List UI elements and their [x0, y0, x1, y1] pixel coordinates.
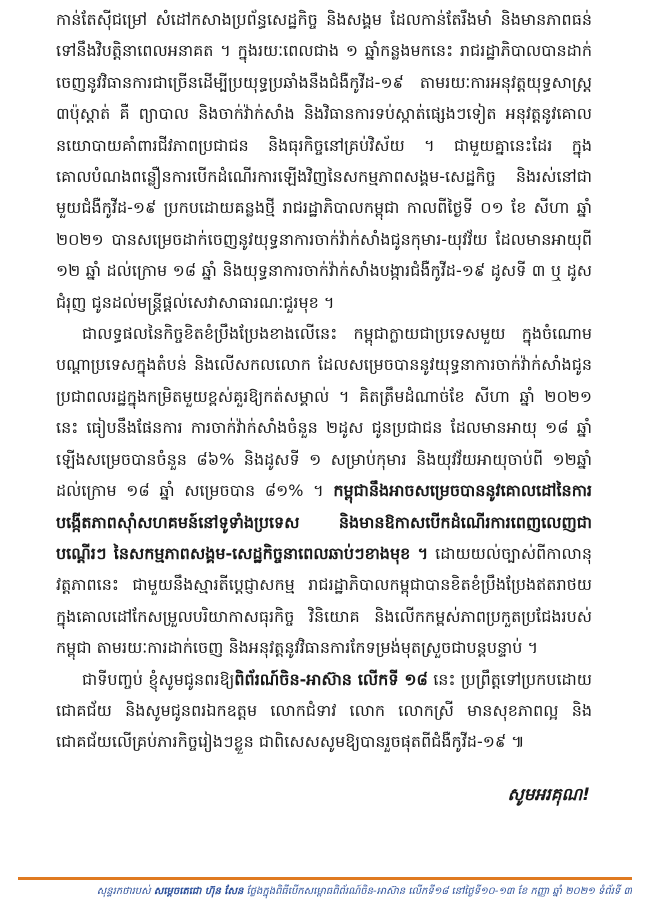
closing-thanks: សូមអរគុណ! — [507, 785, 590, 805]
paragraph-3-text-after: នេះ ប្រព្រឹត្តទៅប្រកបដោយជោគជ័យ និងសូមជូនពរឯកឧត្តម លោកជំទាវ លោក លោកស្រី មានសុខភាពល្អ និងជោគជ័យលើគ្រប់ភារកិច្ចរៀងៗខ្លួន ជាពិសេសសូមឱ្យបានរួចផុតពីជំងឺកូវីដ-១៩ ៕ — [56, 669, 592, 752]
page-footer — [20, 884, 632, 899]
footer-speaker: សម្តេចតេជោ ហ៊ុន សែន — [153, 886, 244, 897]
paragraph-1 — [56, 4, 592, 318]
paragraph-2 — [56, 318, 592, 663]
footer-description: ថ្លែងក្នុងពិធីបើកសម្ពោធពិព័រណ៍ចិន-អាស៊ាន លើកទី១៨ នៅថ្ងៃទី១០-១៣ ខែ កញ្ញា ឆ្នាំ ២០២១ — [243, 886, 599, 897]
paragraph-3-text-before: ជាទីបញ្ចប់ ខ្ញុំសូមជូនពរឱ្យ — [82, 669, 235, 689]
paragraph-1-text: កាន់តែស៊ីជម្រៅ សំដៅកសាងប្រព័ន្ធសេដ្ឋកិច្ច និងសង្គម ដែលកាន់តែរឹងមាំ និងមានភាពធន់ទៅនឹងវិបត្តិនាពេលអនាគត ។ ក្នុងរយៈពេលជាង ១ ឆ្នាំកន្លងមកនេះ រាជរដ្ឋាភិបាលបានដាក់ចេញនូវវិធានការជាច្រើនដើម្បីប្រយុទ្ធប្រឆាំងនឹងជំងឺកូវីដ-១៩ តាមរយៈការអនុវត្តយុទ្ធសាស្ត្រ ៣ប៉ុស្ដាត់ គឺ ព្យាបាល និងចាក់វ៉ាក់សាំង និងវិធានការទប់ស្កាត់ផ្សេងៗទៀត អនុវត្តនូវគោលនយោបាយគាំពារជីវភាពប្រជាជន និងធុរកិច្ចនៅគ្រប់វិស័យ ។ ជាមួយគ្នានេះដែរ ក្នុងគោលបំណងពន្លឿនការបើកដំណើរការឡើងវិញនៃសកម្មភាពសង្គម-សេដ្ឋកិច្ច និងរស់នៅជាមួយជំងឺកូវីដ-១៩ ប្រកបដោយគន្លងថ្មី រាជរដ្ឋាភិបាលកម្ពុជា កាលពីថ្ងៃទី ០១ ខែ សីហា ឆ្នាំ ២០២១ បានសម្រេចដាក់ចេញនូវយុទ្ធនាការចាក់វ៉ាក់សាំងជូនកុមារ-យុវវ័យ ដែលមានអាយុពី ១២ ឆ្នាំ ដល់ក្រោម ១៨ ឆ្នាំ និងយុទ្ធនាការចាក់វ៉ាក់សាំងបង្ការជំងឺកូវីដ-១៩ ដូសទី ៣ ឬ ដូសជំរុញ ជូនដល់មន្ត្រីផ្តល់សេវាសាធារណៈជួរមុខ ។ — [56, 10, 592, 312]
speech-body — [56, 4, 592, 758]
paragraph-3-bold-event: ពិព័រណ៍ចិន-អាស៊ាន លើកទី ១៨ — [234, 669, 428, 689]
footer-prefix: សុន្ទរកថារបស់ — [96, 886, 154, 897]
footer-page-number: ទំព័រទី ៣ — [598, 886, 632, 897]
footer-rule — [18, 877, 632, 880]
paragraph-2-bold-statement: កម្ពុជានឹងអាចសម្រេចបាននូវគោលដៅនៃការបង្កើតភាពស៊ាំសហគមន៍នៅទូទាំងប្រទេស និងមានឱកាសបើកដំណើរការពេញលេញជាបណ្តើរៗ នៃសកម្មភាពសង្គម-សេដ្ឋកិច្ចនាពេលឆាប់ៗខាងមុខ ។ — [56, 481, 592, 563]
paragraph-3 — [56, 664, 592, 758]
paragraph-2-text-after: ដោយយល់ច្បាស់ពីកាលានុវត្តភាពនេះ ជាមួយនឹងស្មារតីប្តេជ្ញាសកម្ម រាជរដ្ឋាភិបាលកម្ពុជាបានខិតខំប្រឹងប្រែងឥតរាថយ ក្នុងគោលដៅកែសម្រួលបរិយាកាសធុរកិច្ច វិនិយោគ និងលើកកម្ពស់ភាពប្រកួតប្រជែងរបស់កម្ពុជា តាមរយៈការដាក់ចេញ និងអនុវត្តនូវវិធានការកែទម្រង់មុតស្រួចជាបន្តបន្ទាប់ ។ — [56, 543, 593, 658]
paragraph-2-text-before: ជាលទ្ធផលនៃកិច្ចខិតខំប្រឹងប្រែងខាងលើនេះ កម្ពុជាក្លាយជាប្រទេសមួយ ក្នុងចំណោមបណ្តាប្រទេសក្នុងតំបន់ និងលើសកលលោក ដែលសម្រេចបាននូវយុទ្ធនាការចាក់វ៉ាក់សាំងជូនប្រជាពលរដ្ឋក្នុងកម្រិតមួយខ្ពស់គួរឱ្យកត់សម្គាល់ ។ គិតត្រឹមដំណាច់ខែ សីហា ឆ្នាំ ២០២១ នេះ ធៀបនឹងផែនការ ការចាក់វ៉ាក់សាំងចំនួន ២ដូស ជូនប្រជាជន ដែលមានអាយុ ១៨ ឆ្នាំឡើងសម្រេចបានចំនួន ៨៦% និងដូសទី ១ សម្រាប់កុមារ និងយុវវ័យអាយុចាប់ពី ១២ឆ្នាំ ដល់ក្រោម ១៨ ឆ្នាំ សម្រេចបាន ៨១% ។ — [56, 324, 592, 501]
